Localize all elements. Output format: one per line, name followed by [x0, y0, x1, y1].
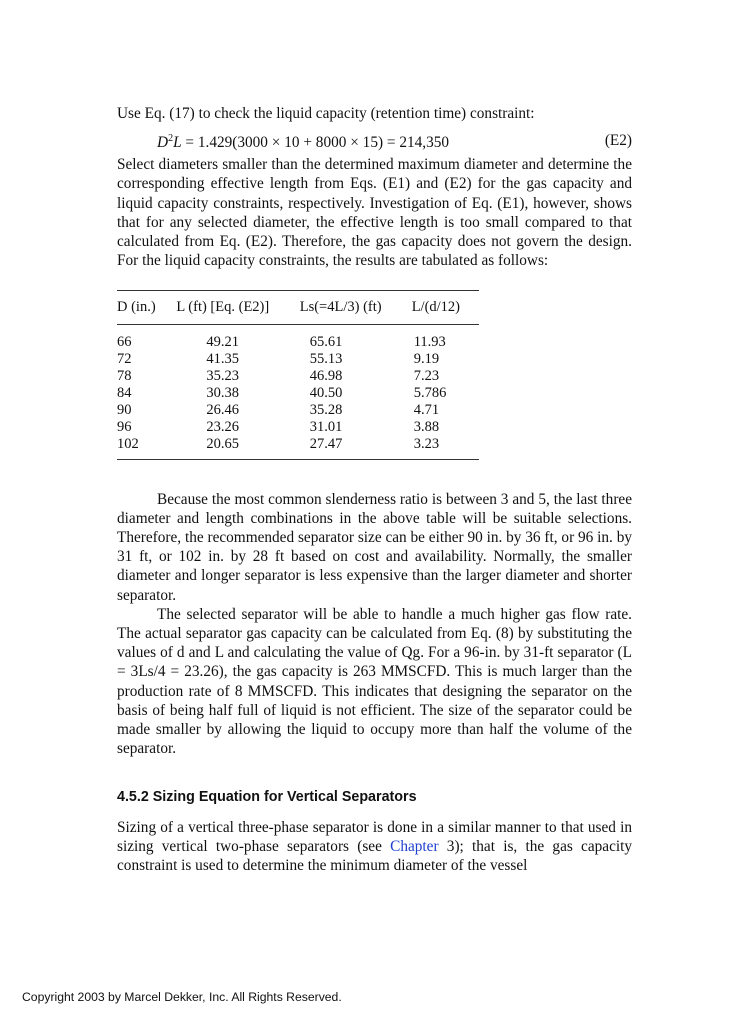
column-header: L/(d/12) [392, 291, 479, 324]
column-header: D (in.) [117, 291, 176, 324]
table-row: 102 20.65 27.47 3.23 [117, 436, 479, 460]
table-row: 96 23.26 31.01 3.88 [117, 418, 440, 435]
table-row: 90 26.46 35.28 4.71 [117, 401, 440, 418]
table-row: 72 41.35 55.13 9.19 [117, 350, 440, 367]
copyright-footer: Copyright 2003 by Marcel Dekker, Inc. All Rights Reserved. [22, 990, 342, 1004]
intro-text: Use Eq. (17) to check the liquid capacity (retention time) constraint: [117, 105, 535, 122]
paragraph-vertical-sizing: Sizing of a vertical three-phase separator is done in a similar manner to that used in sizing vertical two-phase separators (see Chapter 3); that is, the gas capacity constraint is used to determine the minimum diameter of the vessel [117, 818, 633, 875]
chapter-link[interactable]: Chapter [390, 837, 439, 855]
column-header: Ls(=4L/3) (ft) [290, 291, 392, 324]
equation-label: (E2) [604, 131, 632, 149]
column-header: L (ft) [Eq. (E2)] [176, 291, 289, 324]
table-header-row [117, 291, 479, 324]
section-heading: 4.5.2 Sizing Equation for Vertical Separators [117, 789, 417, 806]
table-row: 84 30.38 40.50 5.786 [117, 384, 447, 401]
equation-body: $D^2L = 1.429(3000 \times 10 + 8000 \times 15) = 214,350$ [157, 132, 450, 151]
table-row: 78 35.23 46.98 7.23 [117, 367, 440, 384]
table-row: 66 49.21 65.61 11.93 [117, 333, 446, 350]
results-table [117, 290, 479, 459]
paragraph-select-diameters: Select diameters smaller than the determined maximum diameter and determine the corresponding effective length from Eqs. (E1) and (E2) for the gas capacity and liquid capacity constraints, respectively. Investigation of Eq. (E1), however, shows that for any selected diameter, the effective length is too small compared to that calculated from Eq. (E2). Therefore, the gas capacity does not govern the design. For the liquid capacity constraints, the results are tabulated as follows: [117, 156, 632, 270]
equation-e2 [157, 129, 632, 151]
paragraph-gas-capacity: The selected separator will be able to handle a much higher gas flow rate. The actual separator gas capacity can be calculated from Eq. (8) by substituting the values of d and L and calculating the value of Qg. For a 96-in. by 31-ft separator (L = 3Ls/4 = 23.26), the gas capacity is 263 MMSCFD. This is much larger than the production rate of 8 MMSCFD. This indicates that designing the separator on the basis of being half full of liquid is not efficient. The size of the separator could be made smaller by allowing the liquid to occupy more than half the volume of the separator. [117, 605, 632, 758]
paragraph-slenderness: Because the most common slenderness ratio is between 3 and 5, the last three diameter and length combinations in the above table will be suitable selections. Therefore, the recommended separator size can be either 90 in. by 36 ft, or 96 in. by 31 ft, or 102 in. by 28 ft based on cost and availability. Normally, the smaller diameter and longer separator is less expensive than the larger diameter and shorter separator. [117, 490, 632, 604]
page-content [117, 104, 632, 875]
